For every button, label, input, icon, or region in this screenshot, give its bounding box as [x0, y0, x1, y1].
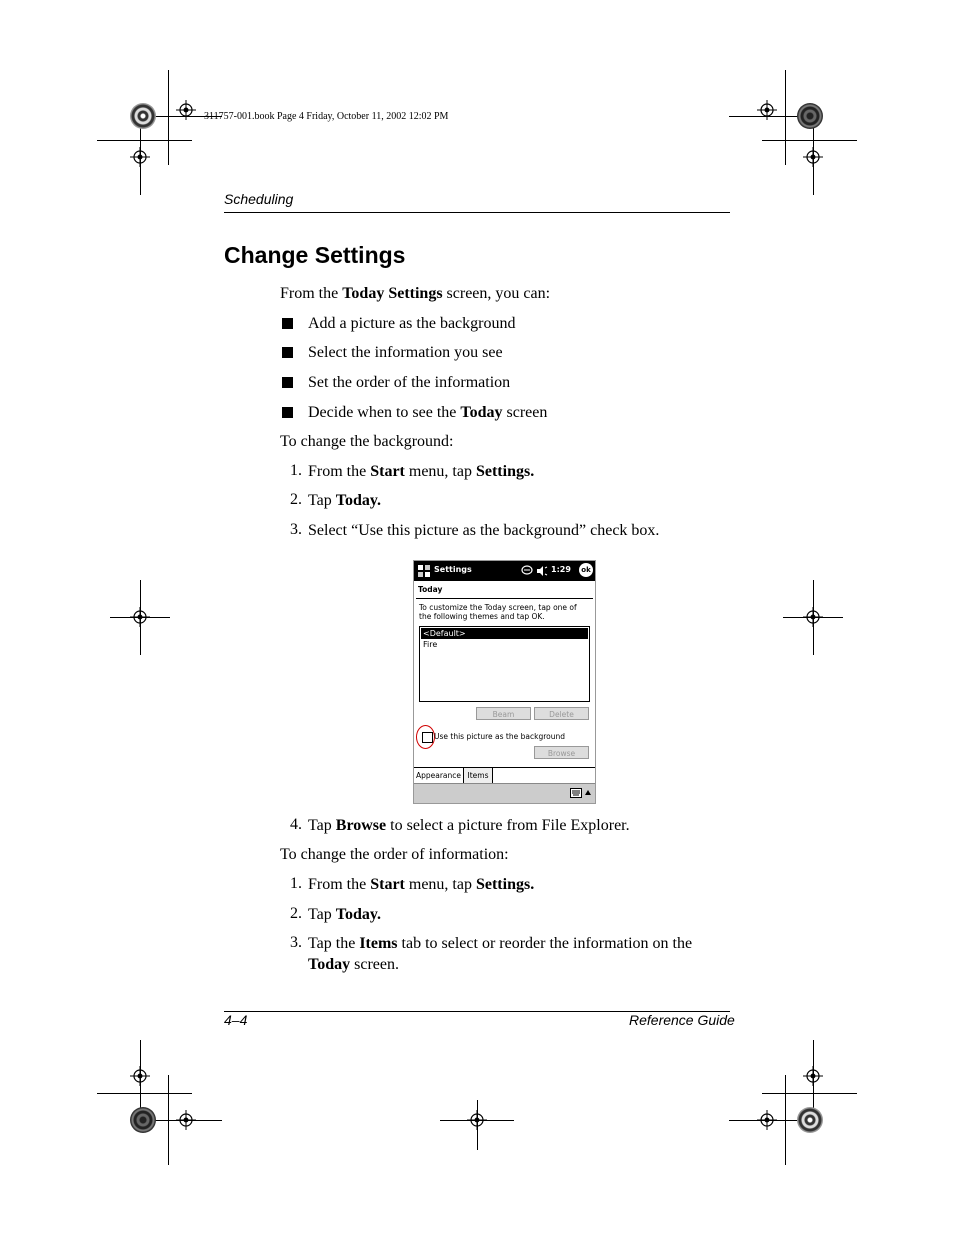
- delete-button[interactable]: Delete: [534, 707, 589, 720]
- intro-text: From the Today Settings screen, you can:: [280, 285, 551, 302]
- tab-items[interactable]: Items: [464, 768, 493, 783]
- pda-clock[interactable]: 1:29: [551, 565, 571, 574]
- page-title: Change Settings: [224, 242, 406, 268]
- step-number: 1.: [290, 875, 302, 892]
- step-text: From the Start menu, tap Settings.: [308, 876, 535, 893]
- theme-item-default[interactable]: <Default>: [421, 628, 588, 639]
- step-text: Tap Today.: [308, 492, 381, 509]
- list-item: Set the order of the information: [308, 374, 511, 391]
- command-bar: [414, 783, 595, 804]
- step-text: From the Start menu, tap Settings.: [308, 463, 535, 480]
- registration-target-icon: [130, 607, 150, 627]
- color-registration-icon: [797, 1107, 823, 1133]
- page-number: 4–4: [224, 1012, 248, 1028]
- step-text: Tap Browse to select a picture from File Explorer.: [308, 817, 630, 834]
- bullet-square-icon: [282, 347, 293, 358]
- theme-list[interactable]: [419, 626, 590, 702]
- beam-button[interactable]: Beam: [476, 707, 531, 720]
- input-arrow-icon[interactable]: [584, 789, 592, 797]
- bullet-square-icon: [282, 377, 293, 388]
- registration-target-icon: [176, 100, 196, 120]
- windows-start-icon[interactable]: [417, 564, 431, 578]
- speaker-icon[interactable]: [536, 565, 548, 577]
- bullet-square-icon: [282, 318, 293, 329]
- step-number: 3.: [290, 934, 302, 951]
- checkbox-label: Use this picture as the background: [434, 732, 565, 741]
- step-number: 2.: [290, 905, 302, 922]
- checkbox-highlight-circle: [416, 725, 435, 749]
- connectivity-icon[interactable]: [521, 565, 533, 577]
- registration-target-icon: [757, 100, 777, 120]
- color-registration-icon: [130, 103, 156, 129]
- registration-target-icon: [803, 147, 823, 167]
- step-text-continued: Today screen.: [308, 956, 399, 973]
- tab-appearance[interactable]: Appearance: [414, 768, 464, 783]
- registration-target-icon: [467, 1110, 487, 1130]
- background-heading: To change the background:: [280, 433, 454, 450]
- browse-button[interactable]: Browse: [534, 746, 589, 759]
- print-info: 311757-001.book Page 4 Friday, October 11, 2002 12:02 PM: [204, 111, 449, 122]
- pda-title: Settings: [434, 565, 472, 574]
- list-item: Add a picture as the background: [308, 315, 516, 332]
- keyboard-icon[interactable]: [570, 788, 582, 798]
- step-number: 1.: [290, 462, 302, 479]
- pda-instructions: To customize the Today screen, tap one of: [419, 603, 577, 612]
- theme-item-fire[interactable]: Fire: [423, 640, 438, 649]
- registration-target-icon: [757, 1110, 777, 1130]
- step-number: 3.: [290, 521, 302, 538]
- step-number: 4.: [290, 816, 302, 833]
- step-number: 2.: [290, 491, 302, 508]
- registration-target-icon: [803, 607, 823, 627]
- step-text: Select “Use this picture as the background” check box.: [308, 522, 660, 539]
- running-head: Scheduling: [224, 191, 294, 207]
- registration-target-icon: [803, 1066, 823, 1086]
- pda-subtitle: Today: [418, 585, 443, 594]
- pda-screenshot: [413, 560, 596, 804]
- bullet-square-icon: [282, 407, 293, 418]
- registration-target-icon: [130, 147, 150, 167]
- registration-target-icon: [176, 1110, 196, 1130]
- pda-instructions: the following themes and tap OK.: [419, 612, 545, 621]
- ok-button[interactable]: ok: [579, 563, 593, 577]
- list-item: Decide when to see the Today screen: [308, 404, 548, 421]
- order-heading: To change the order of information:: [280, 846, 509, 863]
- step-text: Tap the Items tab to select or reorder the information on the: [308, 935, 693, 952]
- step-text: Tap Today.: [308, 906, 381, 923]
- list-item: Select the information you see: [308, 344, 503, 361]
- color-registration-icon: [130, 1107, 156, 1133]
- header-rule: [224, 212, 730, 213]
- color-registration-icon: [797, 103, 823, 129]
- pda-title-bar: [414, 561, 595, 581]
- tab-bar: [414, 767, 595, 783]
- registration-target-icon: [130, 1066, 150, 1086]
- footer-book-title: Reference Guide: [629, 1012, 735, 1028]
